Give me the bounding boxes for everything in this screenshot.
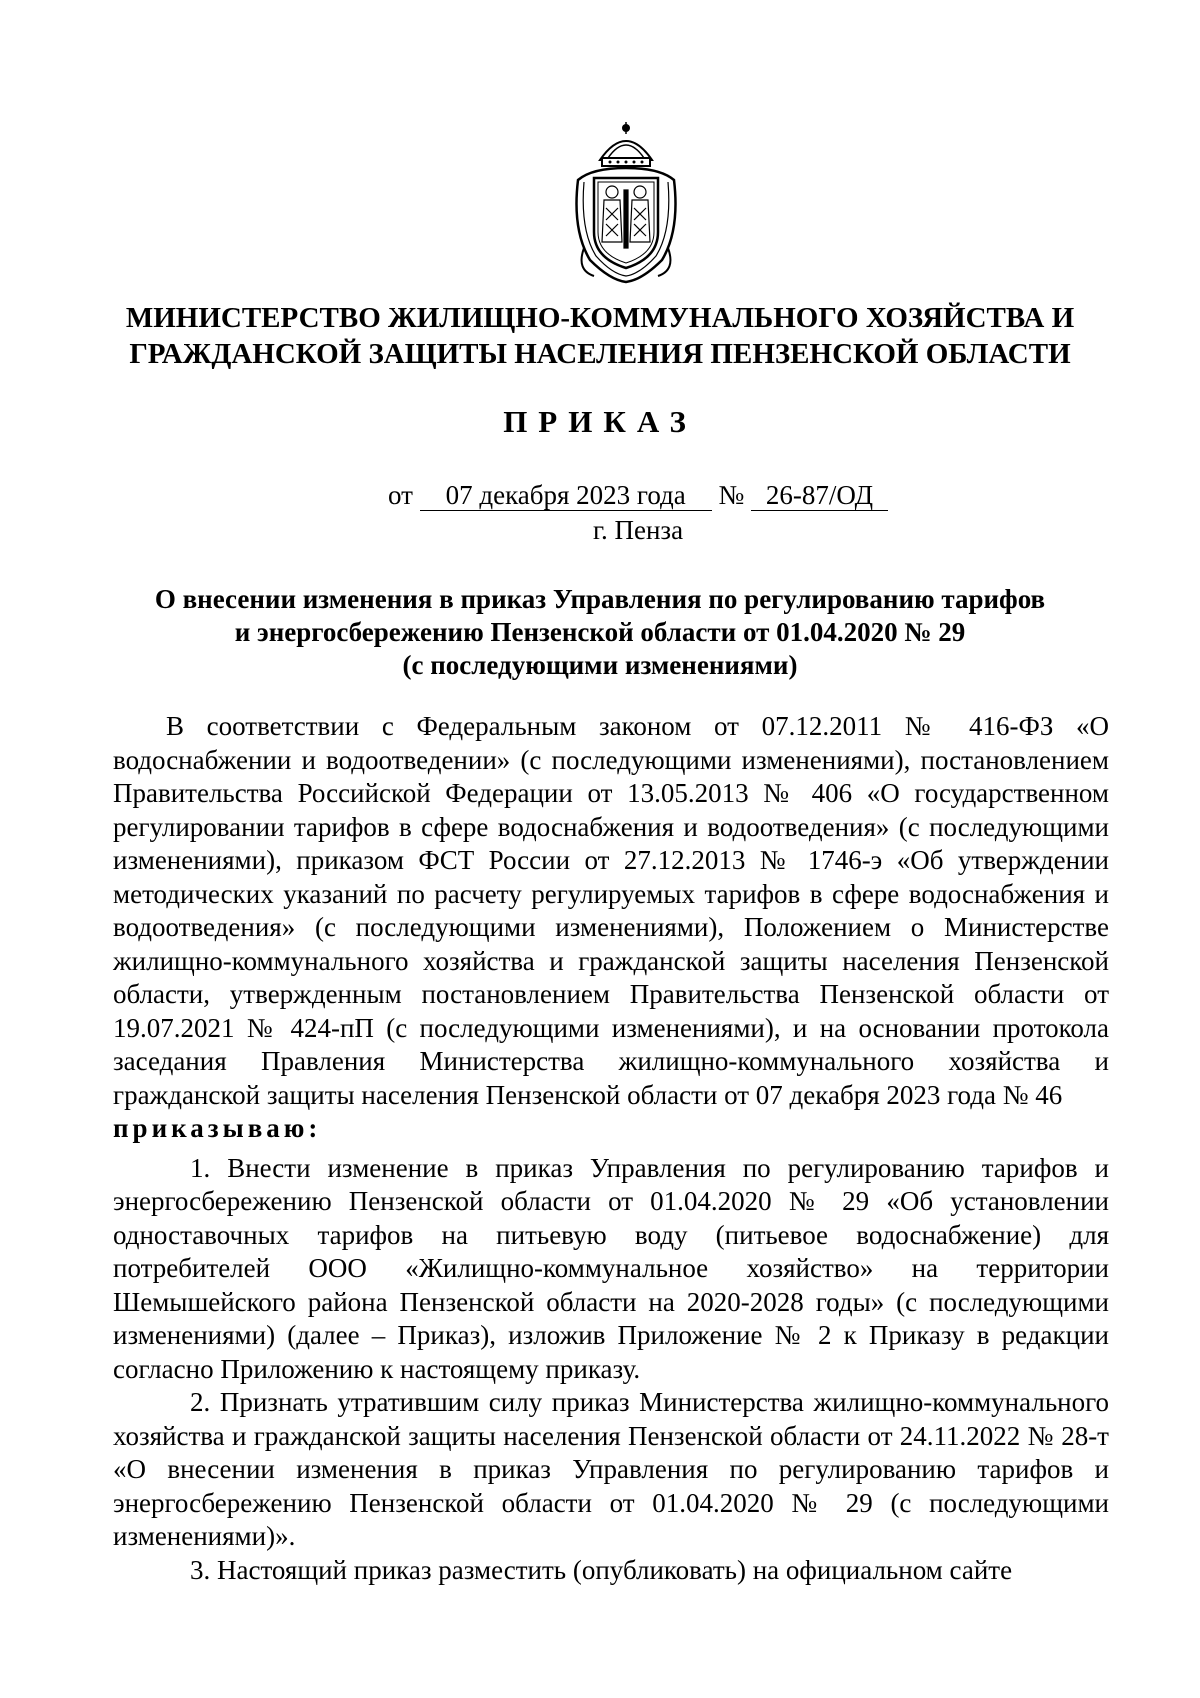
order-item-2: 2. Признать утратившим силу приказ Министерства жилищно-коммунального хозяйства и гражданской защиты населения Пензенской области от 24.11.2022 № 28-т «О внесении изменения в приказ Управления по регулированию тарифов и энергосбережению Пензенской области от 01.04.2020 № 29 (с последующими изменениями)». [113, 1387, 1109, 1551]
order-subject [150, 583, 1050, 682]
subject-line-3: (с последующими изменениями) [402, 650, 798, 680]
orders-word: приказываю: [113, 1113, 322, 1143]
date-prefix: от [388, 480, 413, 510]
order-item-1: 1. Внести изменение в приказ Управления по регулированию тарифов и энергосбережению Пензенской области от 01.04.2020 № 29 «Об установлении одноставочных тарифов на питьевую воду (питьевое водоснабжение) для потребителей ООО «Жилищно-коммунальное хозяйство» на территории Шемышейского района Пензенской области на 2020-2028 годы» (с последующими изменениями) (далее – Приказ), изложив Приложение № 2 к Приказу в редакции согласно Приложению к настоящему приказу. [113, 1152, 1109, 1384]
number-sign: № [718, 480, 745, 510]
coat-of-arms-emblem [570, 120, 682, 284]
order-date: 07 декабря 2023 года [420, 480, 712, 511]
city: г. Пенза [592, 515, 684, 545]
order-dateline [388, 480, 888, 511]
document-body [113, 710, 1109, 1587]
order-item-3: 3. Настоящий приказ разместить (опубликовать) на официальном сайте [190, 1554, 1013, 1585]
ministry-name [100, 300, 1100, 372]
subject-line-1: О внесении изменения в приказ Управления по регулированию тарифов [154, 584, 1046, 614]
preamble-paragraph: В соответствии с Федеральным законом от 07.12.2011 № 416-ФЗ «О водоснабжении и водоотведении» (с последующими изменениями), постановлением Правительства Российской Федерации от 13.05.2013 № 406 «О государственном регулировании тарифов в сфере водоснабжения и водоотведения» (с последующими изменениями), приказом ФСТ России от 27.12.2013 № 1746-э «Об утверждении методических указаний по расчету регулируемых тарифов в сфере водоснабжения и водоотведения» (с последующими изменениями), Положением о Министерстве жилищно-коммунального хозяйства и гражданской защиты населения Пензенской области, утвержденным постановлением Правительства Пензенской области от 19.07.2021 № 424-пП (с последующими изменениями), и на основании протокола заседания Правления Министерства жилищно-коммунального хозяйства и гражданской защиты населения Пензенской области от 07 декабря 2023 года № 46 [113, 711, 1109, 1110]
order-title: ПРИКАЗ [503, 404, 697, 439]
ministry-line-2: ГРАЖДАНСКОЙ ЗАЩИТЫ НАСЕЛЕНИЯ ПЕНЗЕНСКОЙ ОБЛАСТИ [129, 338, 1071, 370]
subject-line-2: и энергосбережению Пензенской области от 01.04.2020 № 29 [234, 617, 966, 647]
order-number: 26-87/ОД [751, 480, 888, 511]
ministry-line-1: МИНИСТЕРСТВО ЖИЛИЩНО-КОММУНАЛЬНОГО ХОЗЯЙСТВА И [125, 302, 1075, 334]
